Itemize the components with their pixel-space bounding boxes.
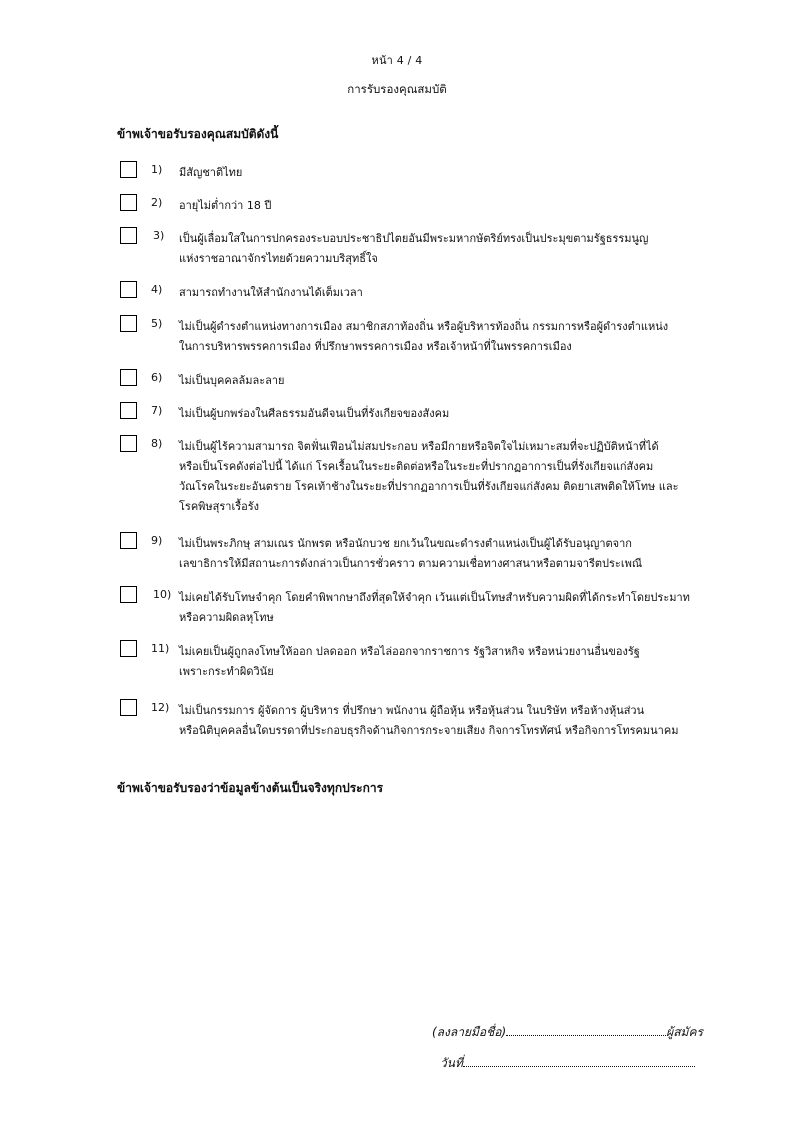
item-number: 10) xyxy=(153,588,172,601)
qualification-checkbox-1[interactable] xyxy=(120,161,137,178)
intro-statement: ข้าพเจ้าขอรับรองคุณสมบัติดังนี้ xyxy=(117,127,279,141)
qualification-checkbox-3[interactable] xyxy=(120,227,137,244)
item-text: อายุไม่ต่ำกว่า 18 ปี xyxy=(179,199,272,212)
item-text: สามารถทำงานให้สำนักงานได้เต็มเวลา xyxy=(179,286,363,299)
item-number: 5) xyxy=(151,317,163,330)
qualification-checkbox-7[interactable] xyxy=(120,402,137,419)
item-number: 3) xyxy=(153,229,165,242)
item-number: 2) xyxy=(151,196,163,209)
item-text: ไม่เป็นผู้ดำรงตำแหน่งทางการเมือง สมาชิกสภาท้องถิ่น หรือผู้บริหารท้องถิ่น กรรมการหรือผู้ดำรงตำแหน่ง ในการบริหารพรรคการเมือง ที่ปรึกษาพรรคการเมือง หรือเจ้าหน้าที่ในพรรคการเมือง xyxy=(179,320,669,353)
qualification-checkbox-12[interactable] xyxy=(120,699,137,716)
date-label: วันที่ xyxy=(440,1056,463,1070)
item-text: ไม่เคยได้รับโทษจำคุก โดยคำพิพากษาถึงที่สุดให้จำคุก เว้นแต่เป็นโทษสำหรับความผิดที่ได้กระทำโดยประมาท หรือความผิดลหุโทษ xyxy=(179,591,690,624)
applicant-label: ผู้สมัคร xyxy=(666,1025,703,1039)
item-number: 1) xyxy=(151,163,163,176)
date-field[interactable] xyxy=(463,1054,695,1067)
item-number: 12) xyxy=(151,701,170,714)
item-number: 4) xyxy=(151,283,163,296)
qualification-checkbox-8[interactable] xyxy=(120,435,137,452)
item-text: ไม่เป็นผู้ไร้ความสามารถ จิตฟั่นเฟือนไม่สมประกอบ หรือมีกายหรือจิตใจไม่เหมาะสมที่จะปฏิบัติหน้าที่ได้ หรือเป็นโรคดังต่อไปนี้ ได้แก่ โรคเรื้อนในระยะติดต่อหรือในระยะที่ปรากฏอาการเป็นที่รังเกียจแก่สังคม วัณโรคในระยะอันตราย โรคเท้าช้างในระยะที่ปรากฏอาการเป็นที่รังเกียจแก่สังคม ติดยาเสพติดให้โทษ และ โรคพิษสุราเรื้อรัง xyxy=(179,440,679,513)
item-number: 8) xyxy=(151,437,163,450)
item-number: 9) xyxy=(151,534,163,547)
item-text: ไม่เป็นผู้บกพร่องในศีลธรรมอันดีจนเป็นที่รังเกียจของสังคม xyxy=(179,407,450,420)
qualification-checkbox-2[interactable] xyxy=(120,194,137,211)
qualification-checkbox-9[interactable] xyxy=(120,532,137,549)
page-number: หน้า 4 / 4 xyxy=(371,54,423,67)
qualification-checkbox-5[interactable] xyxy=(120,315,137,332)
signature-line xyxy=(432,1023,703,1042)
item-number: 6) xyxy=(151,371,163,384)
item-text: ไม่เป็นกรรมการ ผู้จัดการ ผู้บริหาร ที่ปรึกษา พนักงาน ผู้ถือหุ้น หรือหุ้นส่วน ในบริษัท หรือห้างหุ้นส่วน หรือนิติบุคคลอื่นใดบรรดาที่ประกอบธุรกิจด้านกิจการกระจายเสียง กิจการโทรทัศน์ หรือกิจการโทรคมนาคม xyxy=(179,704,679,737)
item-text: ไม่เป็นบุคคลล้มละลาย xyxy=(179,374,285,387)
signature-label: (ลงลายมือชื่อ) xyxy=(432,1025,507,1039)
certification-statement: ข้าพเจ้าขอรับรองว่าข้อมูลข้างต้นเป็นจริงทุกประการ xyxy=(117,781,384,795)
item-number: 11) xyxy=(151,642,170,655)
signature-field[interactable] xyxy=(506,1023,666,1036)
qualification-checkbox-4[interactable] xyxy=(120,281,137,298)
item-number: 7) xyxy=(151,404,163,417)
qualification-checkbox-6[interactable] xyxy=(120,369,137,386)
item-text: ไม่เคยเป็นผู้ถูกลงโทษให้ออก ปลดออก หรือไล่ออกจากราชการ รัฐวิสาหกิจ หรือหน่วยงานอื่นของรัฐ เพราะกระทำผิดวินัย xyxy=(179,645,640,678)
page-title: การรับรองคุณสมบัติ xyxy=(347,82,447,96)
qualification-checkbox-11[interactable] xyxy=(120,640,137,657)
item-text: ไม่เป็นพระภิกษุ สามเณร นักพรต หรือนักบวช ยกเว้นในขณะดำรงตำแหน่งเป็นผู้ได้รับอนุญาตจาก เลขาธิการให้มีสถานะการดังกล่าวเป็นการชั่วคราว ตามความเชื่อทางศาสนาหรือตามจารีตประเพณี xyxy=(179,537,643,570)
item-text: มีสัญชาติไทย xyxy=(179,166,243,179)
date-line xyxy=(440,1054,695,1073)
item-text: เป็นผู้เลื่อมใสในการปกครองระบอบประชาธิปไตยอันมีพระมหากษัตริย์ทรงเป็นประมุขตามรัฐธรรมนูญ แห่งราชอาณาจักรไทยด้วยความบริสุทธิ์ใจ xyxy=(179,232,649,265)
qualification-checkbox-10[interactable] xyxy=(120,586,137,603)
